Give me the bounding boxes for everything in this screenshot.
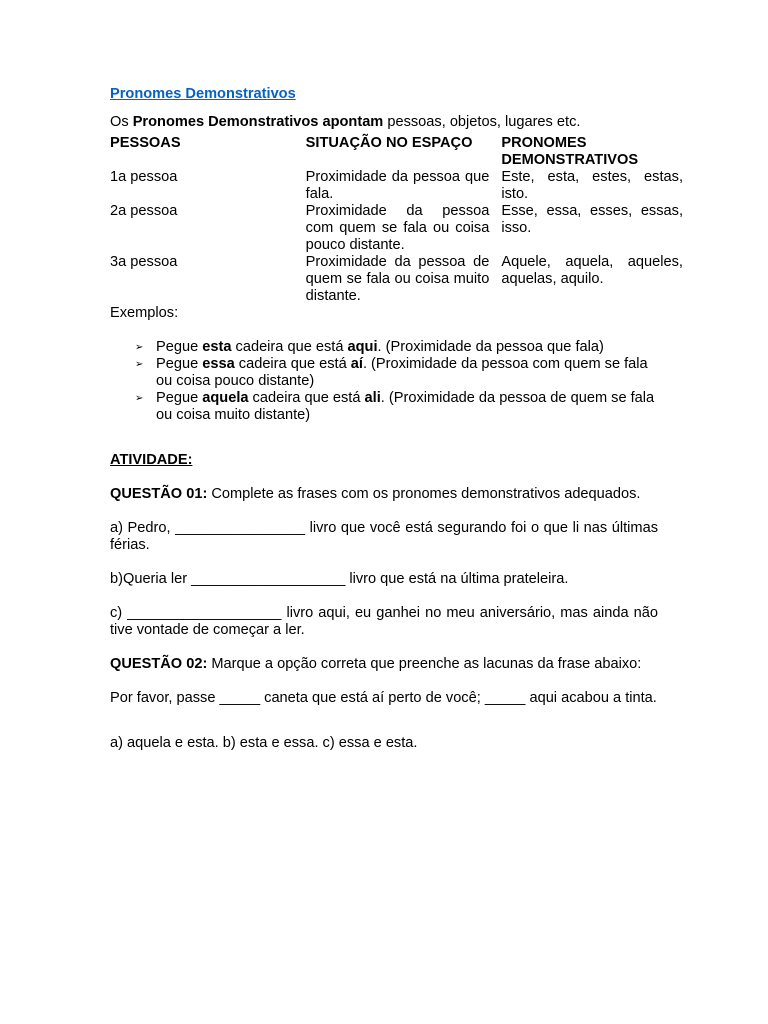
example-text: cadeira que está	[234, 356, 351, 372]
pronouns-table	[110, 135, 683, 305]
arrow-bullet-icon: ➢	[135, 359, 144, 370]
example-pronoun: esta	[202, 339, 232, 355]
table-cell: 1a pessoa	[110, 169, 178, 185]
list-item	[110, 356, 658, 390]
list-item	[110, 390, 658, 424]
intro-pre: Os	[110, 114, 133, 130]
example-adverb: aqui	[347, 339, 378, 355]
table-cell: Proximidade da pessoa com quem se fala ou coisa pouco distante.	[305, 203, 490, 253]
activity-heading: ATIVIDADE:	[110, 452, 193, 468]
table-row	[110, 203, 683, 254]
document-page	[110, 86, 683, 769]
table-row	[110, 169, 683, 203]
table-cell: Proximidade da pessoa que fala.	[305, 169, 490, 202]
example-text: . (Proximidade da pessoa que fala)	[377, 339, 604, 355]
table-cell: Este, esta, estes, estas, isto.	[501, 169, 683, 202]
page-title: Pronomes Demonstrativos	[110, 86, 296, 102]
arrow-bullet-icon: ➢	[135, 342, 144, 353]
question-02-sentence: Por favor, passe _____ caneta que está aí perto de você; _____ aqui acabou a tinta.	[110, 690, 657, 706]
example-text: . (Proximidade da pessoa de quem se fala ou coisa muito distante)	[156, 390, 655, 423]
example-text: Pegue	[156, 356, 203, 372]
example-text: . (Proximidade da pessoa com quem se fala ou coisa pouco distante)	[156, 356, 648, 389]
table-cell: 3a pessoa	[110, 254, 178, 270]
table-header-row	[110, 135, 683, 169]
header-pronomes: PRONOMES DEMONSTRATIVOS	[501, 135, 639, 168]
example-text: cadeira que está	[231, 339, 348, 355]
question-02	[110, 656, 658, 673]
example-text: cadeira que está	[248, 390, 365, 406]
table-cell: Proximidade da pessoa de quem se fala ou coisa muito distante.	[305, 254, 490, 304]
intro-post: pessoas, objetos, lugares etc.	[383, 114, 581, 130]
question-01	[110, 486, 658, 503]
question-01-item-c: c) ___________________ livro aqui, eu ganhei no meu aniversário, mas ainda não tive vontade de começar a ler.	[110, 605, 658, 638]
example-pronoun: essa	[202, 356, 235, 372]
question-02-label: QUESTÃO 02:	[110, 656, 208, 672]
intro-bold: Pronomes Demonstrativos apontam	[132, 114, 384, 130]
question-01-label: QUESTÃO 01:	[110, 486, 208, 502]
question-01-text: Complete as frases com os pronomes demonstrativos adequados.	[207, 486, 641, 502]
question-02-options: a) aquela e esta. b) esta e essa. c) essa e esta.	[110, 735, 418, 751]
question-01-item-a: a) Pedro, ________________ livro que você está segurando foi o que li nas últimas férias.	[110, 520, 658, 553]
intro-paragraph	[110, 114, 658, 131]
examples-list	[110, 339, 658, 424]
table-cell: Esse, essa, esses, essas, isso.	[501, 203, 683, 236]
question-01-item-b: b)Queria ler ___________________ livro que está na última prateleira.	[110, 571, 569, 587]
header-situacao: SITUAÇÃO NO ESPAÇO	[305, 135, 473, 151]
example-text: Pegue	[156, 390, 203, 406]
list-item	[110, 339, 658, 356]
example-adverb: ali	[364, 390, 381, 406]
examples-label: Exemplos:	[110, 305, 179, 321]
question-02-text: Marque a opção correta que preenche as lacunas da frase abaixo:	[207, 656, 642, 672]
table-row	[110, 254, 683, 305]
example-pronoun: aquela	[202, 390, 249, 406]
example-adverb: aí	[350, 356, 363, 372]
table-cell: 2a pessoa	[110, 203, 178, 219]
arrow-bullet-icon: ➢	[135, 393, 144, 404]
table-cell: Aquele, aquela, aqueles, aquelas, aquilo.	[501, 254, 683, 287]
example-text: Pegue	[156, 339, 203, 355]
header-pessoas: PESSOAS	[110, 135, 181, 151]
